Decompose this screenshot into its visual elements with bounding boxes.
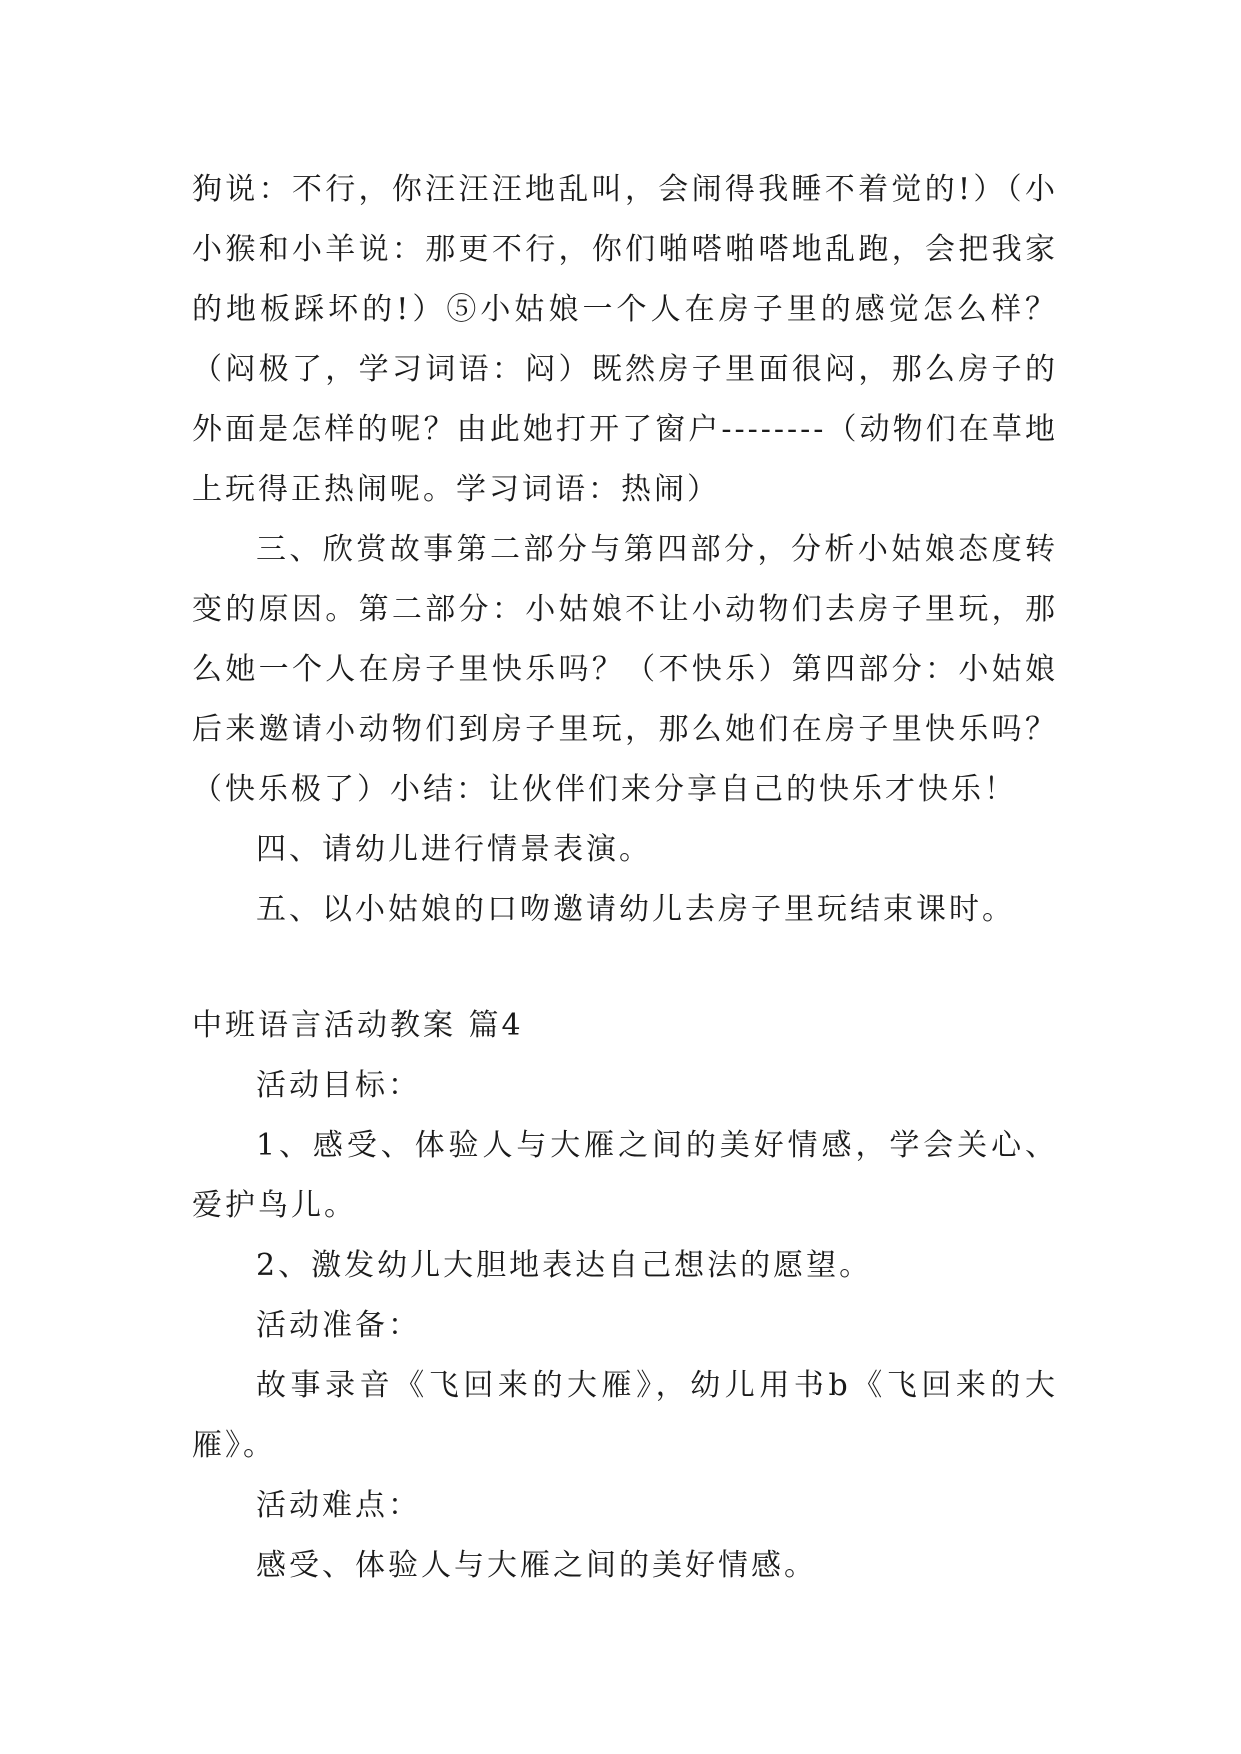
preparation-content: 故事录音《飞回来的大雁》，幼儿用书b《飞回来的大雁》。	[192, 1368, 1058, 1463]
label-activity-goals: 活动目标：	[256, 1068, 421, 1103]
paragraph-step-five: 五、以小姑娘的口吻邀请幼儿去房子里玩结束课时。	[256, 892, 1015, 927]
label-activity-preparation: 活动准备：	[256, 1308, 421, 1343]
goal-item-1: 1、感受、体验人与大雁之间的美好情感，学会关心、爱护鸟儿。	[192, 1128, 1058, 1223]
label-activity-difficulty: 活动难点：	[256, 1488, 421, 1523]
section-heading: 中班语言活动教案 篇4	[192, 1008, 524, 1043]
goal-item-2: 2、激发幼儿大胆地表达自己想法的愿望。	[256, 1248, 873, 1283]
document-page	[192, 160, 1058, 1596]
difficulty-content: 感受、体验人与大雁之间的美好情感。	[256, 1548, 817, 1583]
paragraph-step-four: 四、请幼儿进行情景表演。	[256, 832, 652, 867]
paragraph-story-continuation: 狗说：不行，你汪汪汪地乱叫，会闹得我睡不着觉的!）（小小猴和小羊说：那更不行，你们啪嗒啪嗒地乱跑，会把我家的地板踩坏的!）⑤小姑娘一个人在房子里的感觉怎么样？（闷极了，学习词语：闷）既然房子里面很闷，那么房子的外面是怎样的呢？由此她打开了窗户--------（动物们在草地上玩得正热闹呢。学习词语：热闹）	[192, 172, 1058, 507]
paragraph-step-three: 三、欣赏故事第二部分与第四部分，分析小姑娘态度转变的原因。第二部分：小姑娘不让小动物们去房子里玩，那么她一个人在房子里快乐吗？（不快乐）第四部分：小姑娘后来邀请小动物们到房子里玩，那么她们在房子里快乐吗？（快乐极了）小结：让伙伴们来分享自己的快乐才快乐！	[192, 532, 1058, 807]
